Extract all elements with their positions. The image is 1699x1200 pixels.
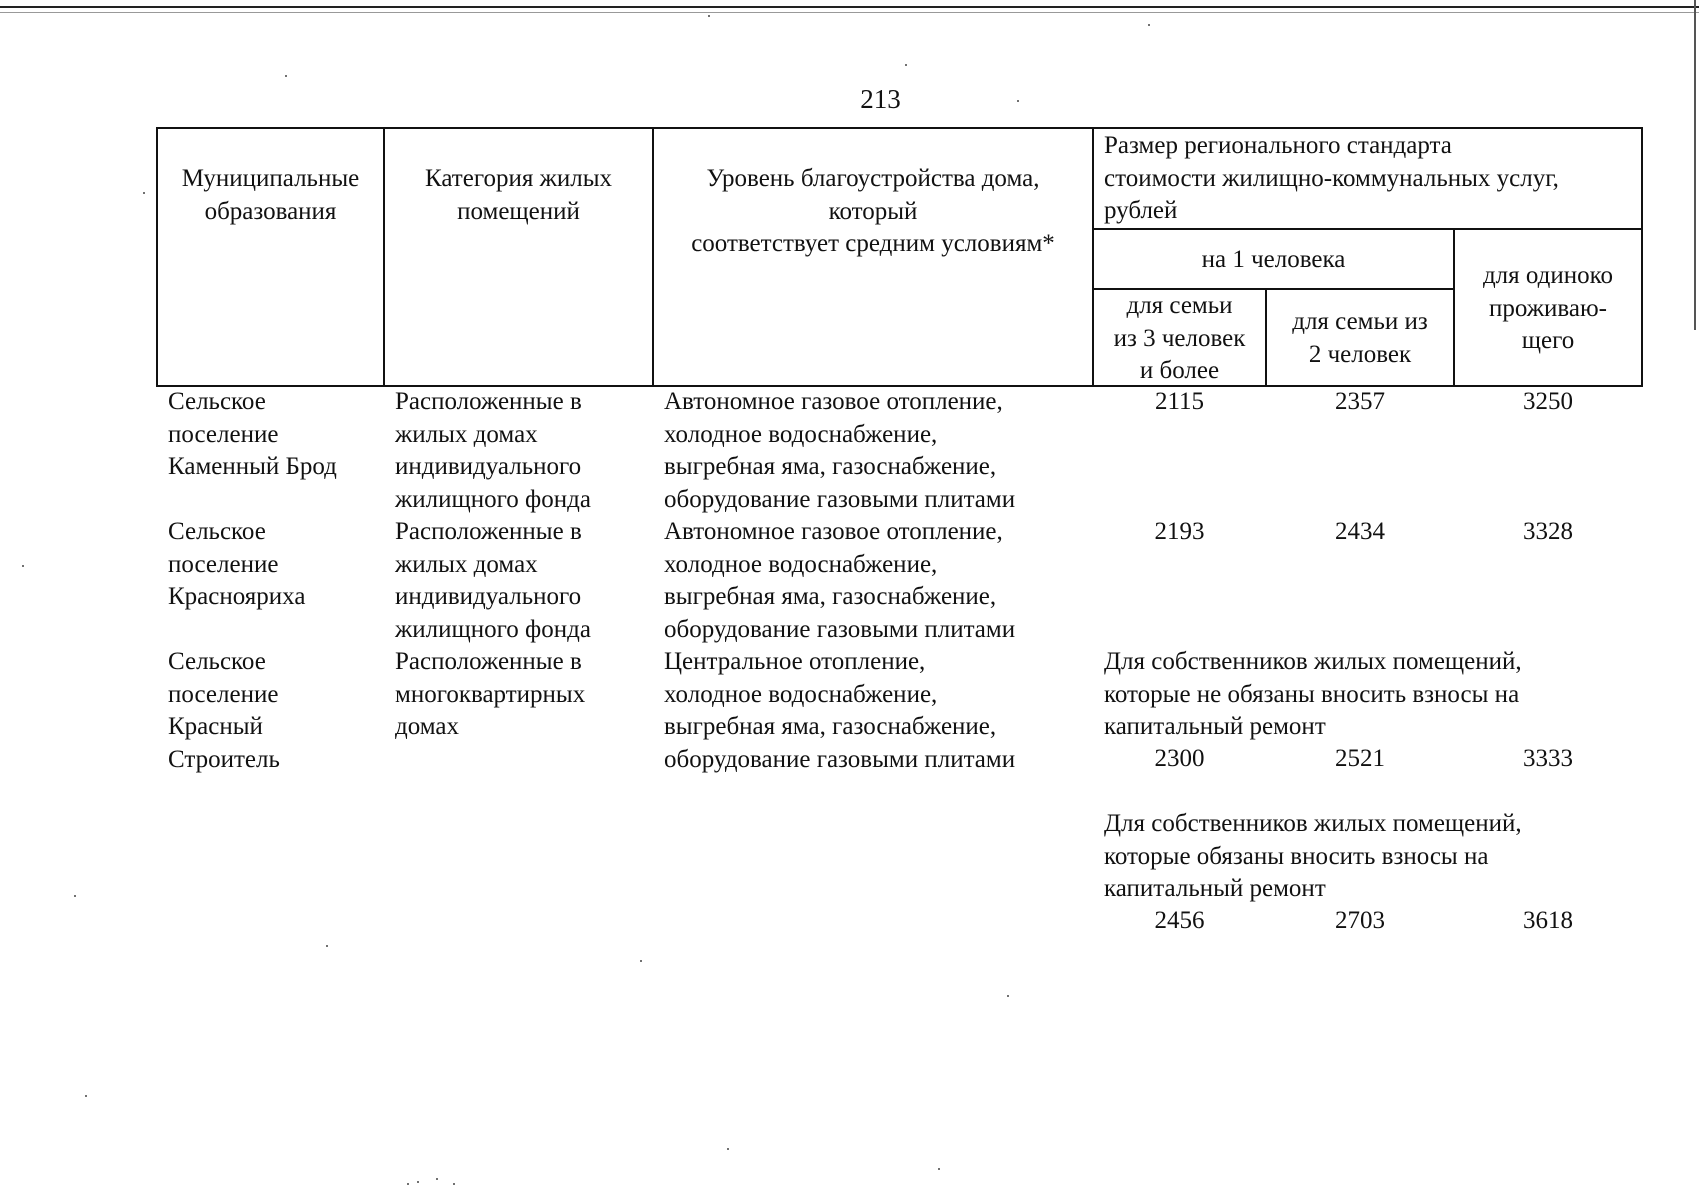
scan-speck [453,1183,455,1185]
row-3-category: Расположенные в многоквартирных домах [395,648,586,740]
header-single: для одиноко проживаю- щего [1482,262,1614,354]
row-3-level: Центральное отопление, холодное водоснабжение, выгребная яма, газоснабжение, оборудование газовыми плитами [664,648,1016,773]
row-3b-value-family-2: 2703 [1335,907,1385,934]
row-1-municipality: Сельское поселение Каменный Брод [168,388,337,480]
scan-right-edge [1694,0,1696,330]
header-municipality: Муниципальные образования [181,165,360,225]
header-standard-size: Размер регионального стандарта стоимости жилищно-коммунальных услуг, рублей [1104,132,1559,224]
scan-speck [938,1168,940,1170]
scan-speck [22,565,24,567]
scan-speck [85,1095,87,1097]
header-per-person: на 1 человека [1201,246,1346,273]
row-2-value-family-2: 2434 [1335,518,1385,545]
scan-top-rule [0,6,1699,8]
row-3a-value-family-2: 2521 [1335,745,1385,772]
row-2-category: Расположенные в жилых домах индивидуального жилищного фонда [395,518,591,643]
scan-speck [417,1181,419,1183]
scan-speck [285,75,287,77]
scan-speck [640,960,642,962]
row-3a-value-single: 3333 [1523,745,1573,772]
row-1-category: Расположенные в жилых домах индивидуального жилищного фонда [395,388,591,513]
row-2-level: Автономное газовое отопление, холодное водоснабжение, выгребная яма, газоснабжение, оборудование газовыми плитами [664,518,1016,643]
table-top-border [156,127,1643,129]
row-3a-value-family-3: 2300 [1154,745,1205,772]
row-2-municipality: Сельское поселение Краснояриха [168,518,306,610]
scan-speck [407,1183,409,1185]
row-3-note-obliged: Для собственников жилых помещений, которые обязаны вносить взносы на капитальный ремонт [1104,810,1522,902]
row-1-value-family-3: 2115 [1154,388,1205,415]
scan-speck [727,1148,729,1150]
row-3-note-not-obliged: Для собственников жилых помещений, которые не обязаны вносить взносы на капитальный ремонт [1104,648,1522,740]
scan-speck [1007,995,1009,997]
scan-speck [1148,24,1150,26]
scan-top-rule-thin [0,12,1699,13]
scan-speck [708,15,710,17]
header-family-2: для семьи из 2 человек [1292,308,1428,368]
header-family-3: для семьи из 3 человек и более [1113,292,1246,384]
row-1-level: Автономное газовое отопление, холодное водоснабжение, выгребная яма, газоснабжение, оборудование газовыми плитами [664,388,1016,513]
page-number: 213 [860,84,901,114]
scan-speck [436,1178,438,1180]
row-3-municipality: Сельское поселение Красный Строитель [168,648,280,773]
scan-speck [143,192,145,194]
group-header-divider [1092,228,1643,230]
row-3b-value-single: 3618 [1523,907,1573,934]
row-3b-value-family-3: 2456 [1154,907,1205,934]
row-2-value-family-3: 2193 [1154,518,1205,545]
scan-speck [74,895,76,897]
header-level: Уровень благоустройства дома, который соответствует средним условиям* [691,165,1055,257]
scan-speck [326,945,328,947]
scan-speck [905,64,907,66]
row-2-value-single: 3328 [1523,518,1573,545]
header-category: Категория жилых помещений [425,165,612,225]
table-right-border [1641,127,1643,387]
row-1-value-family-2: 2357 [1335,388,1385,415]
row-1-value-single: 3250 [1523,388,1573,415]
